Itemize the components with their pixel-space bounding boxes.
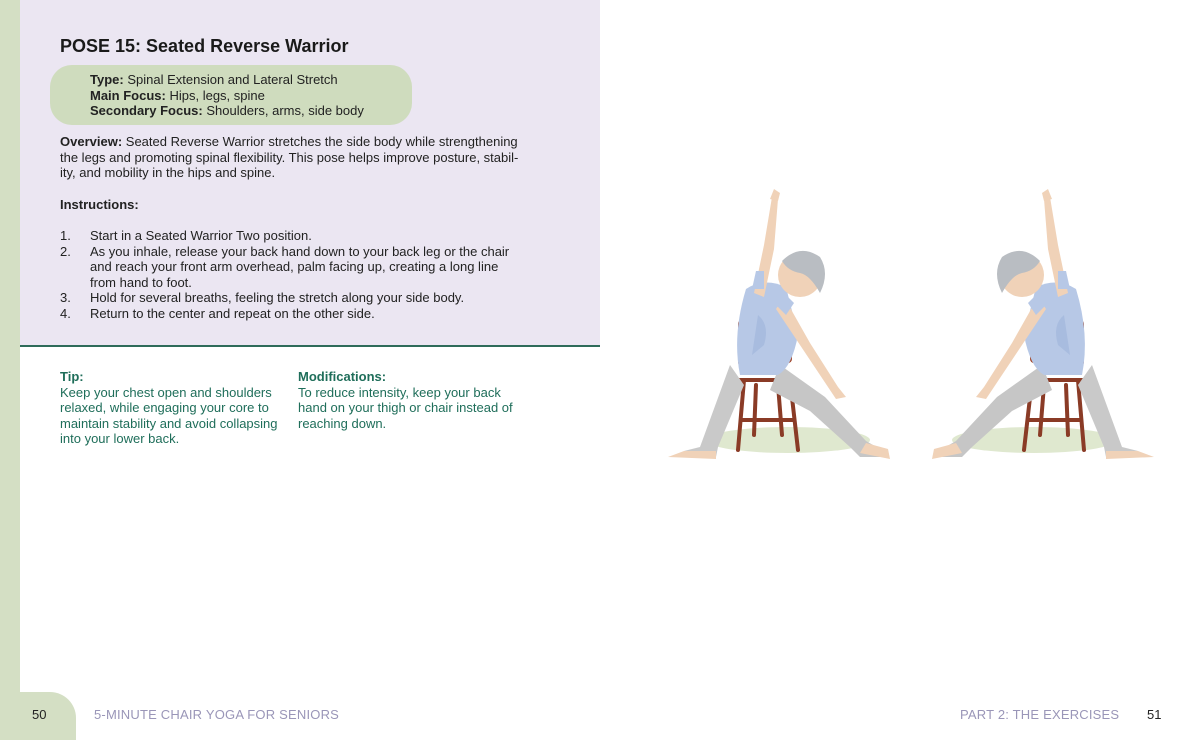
tip-heading: Tip: [60,369,84,384]
instruction-step [60,306,510,322]
shirt-sleeve [752,271,764,289]
page-number-right: 51 [1147,707,1162,722]
running-title-left: 5-MINUTE CHAIR YOGA FOR SENIORS [94,707,340,722]
info-main-focus-row [90,88,412,104]
raised-hand [1042,189,1052,201]
instructions-list [60,228,510,322]
tip-text: Keep your chest open and shoulders relaxed, while engaging your core to maintain stability and avoid collapsing into your lower back. [60,384,278,447]
info-secondary-focus-label: Secondary Focus: [90,103,203,118]
seated-reverse-warrior-figure [660,185,900,470]
shirt-sleeve [1058,271,1070,289]
info-type-value: Spinal Extension and Lateral Stretch [127,72,338,87]
overview-label: Overview: [60,134,123,149]
panel-divider-line [20,345,600,347]
sidebar-corner-curve [20,660,52,692]
info-type-row [90,72,412,88]
overview-text: Seated Reverse Warrior stretches the side body while strengthening the legs and promoting spinal flexibility. This pose helps improve posture, stabil-ity, and mobility in the hips and spine. [60,134,519,181]
step-number: 1. [60,228,71,243]
overview-paragraph [60,134,520,181]
pose-info-box [50,65,412,125]
info-secondary-focus-row [90,103,412,119]
step-number: 3. [60,290,71,306]
instruction-step [60,244,510,291]
step-number: 4. [60,305,71,321]
info-type-label: Type: [90,72,124,87]
instruction-step [60,228,510,244]
modifications-heading: Modifications: [298,369,387,384]
tip-block [60,369,285,447]
step-text: Start in a Seated Warrior Two position. [90,228,312,243]
step-text: Hold for several breaths, feeling the stretch along your side body. [90,290,465,306]
page-sidebar-band [0,0,20,740]
running-title-right: PART 2: THE EXERCISES [960,707,1120,722]
info-main-focus-label: Main Focus: [90,87,166,103]
foot-left [668,451,716,459]
torso-shirt [737,282,798,375]
instruction-step [60,290,510,306]
step-text: Return to the center and repeat on the other side. [90,305,375,321]
raised-hand [770,189,780,201]
foot-left [1106,451,1154,459]
pose-title: POSE 15: Seated Reverse Warrior [60,36,349,56]
step-text: As you inhale, release your back hand down to your back leg or the chair and reach your front arm overhead, palm facing up, creating a long line from hand to foot. [90,243,510,290]
step-number: 2. [60,243,71,259]
info-main-focus-value: Hips, legs, spine [169,87,265,103]
modifications-text: To reduce intensity, keep your back hand on your thigh or chair instead of reaching down. [298,384,513,431]
torso-shirt [1024,282,1085,375]
modifications-block [298,369,523,431]
instructions-heading: Instructions: [60,197,139,212]
page-number-left: 50 [32,707,47,722]
info-secondary-focus-value: Shoulders, arms, side body [206,103,364,118]
seated-reverse-warrior-figure-mirrored [922,185,1162,470]
